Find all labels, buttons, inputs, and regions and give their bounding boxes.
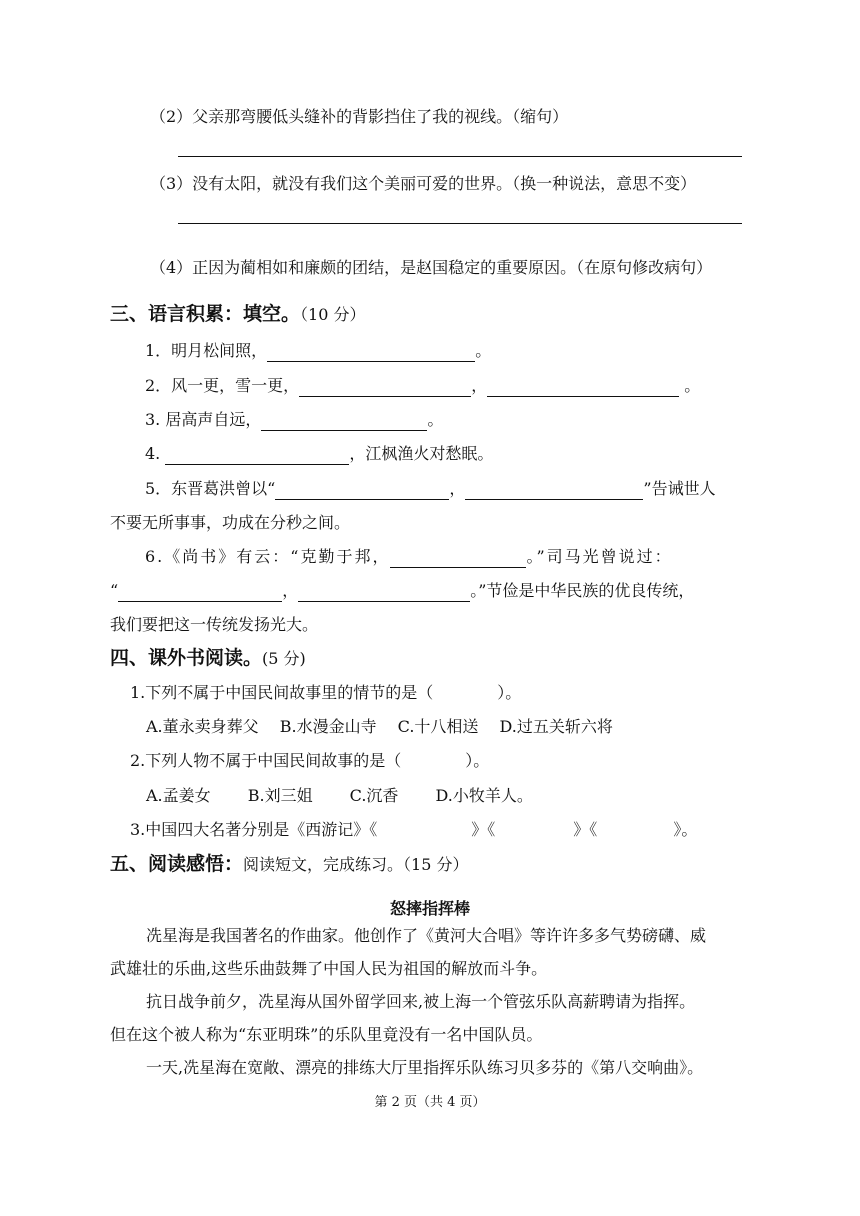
fill-item-4 bbox=[145, 443, 493, 465]
section-4-points: (5 分) bbox=[262, 649, 306, 668]
fill-text: ， bbox=[471, 376, 488, 395]
fill-text: 4. bbox=[145, 444, 166, 463]
answer-line[interactable] bbox=[178, 223, 742, 224]
fill-text: 5．东晋葛洪曾以“ bbox=[145, 479, 276, 498]
reading-question-2: 2.下列人物不属于中国民间故事的是（ ）。 bbox=[130, 751, 490, 770]
passage-para-2: 抗日战争前夕，冼星海从国外留学回来,被上海一个管弦乐队高薪聘请为指挥。 bbox=[146, 992, 696, 1011]
passage-para-1: 冼星海是我国著名的作曲家。他创作了《黄河大合唱》等许许多多气势磅礴、威 bbox=[146, 926, 707, 945]
passage-title: 怒摔指挥棒 bbox=[389, 899, 470, 918]
reading-question-1: 1.下列不属于中国民间故事里的情节的是（ ）。 bbox=[130, 683, 522, 702]
question-2-2: （2）父亲那弯腰低头缝补的背影挡住了我的视线。（缩句） bbox=[150, 107, 569, 126]
answer-line[interactable] bbox=[178, 156, 742, 157]
page-footer: 第 2 页（共 4 页） bbox=[374, 1095, 486, 1110]
fill-blank[interactable] bbox=[487, 378, 679, 397]
passage-para-2-cont: 但在这个被人称为“东亚明珠”的乐队里竟没有一名中国队员。 bbox=[110, 1025, 543, 1044]
fill-blank[interactable] bbox=[118, 583, 282, 602]
fill-text: ”告诫世人 bbox=[643, 479, 716, 498]
fill-item-6-end: 我们要把这一传统发扬光大。 bbox=[110, 615, 319, 634]
fill-blank[interactable] bbox=[465, 481, 643, 500]
section-3-points: （10 分） bbox=[300, 305, 366, 324]
fill-blank[interactable] bbox=[275, 481, 449, 500]
fill-text: 。”司马光曾说过： bbox=[526, 547, 673, 566]
reading-question-2-options: A.孟姜女 B.刘三姐 C.沉香 D.小牧羊人。 bbox=[146, 786, 533, 805]
section-4-title: 四、课外书阅读。 bbox=[110, 647, 263, 669]
fill-text: 》《 bbox=[573, 820, 598, 839]
passage-para-1-cont: 武雄壮的乐曲,这些乐曲鼓舞了中国人民为祖国的解放而斗争。 bbox=[110, 959, 548, 978]
fill-text: 。 bbox=[679, 376, 701, 395]
section-3-title: 三、语言积累：填空。 bbox=[110, 303, 301, 325]
fill-blank[interactable] bbox=[267, 343, 475, 362]
fill-text: “ bbox=[110, 581, 119, 600]
section-5-title: 五、阅读感悟： bbox=[110, 853, 244, 875]
fill-item-5-cont: 不要无所事事，功成在分秒之间。 bbox=[110, 513, 351, 532]
fill-blank[interactable] bbox=[390, 549, 526, 568]
fill-item-1 bbox=[145, 340, 491, 362]
fill-text: 。 bbox=[427, 410, 444, 429]
fill-blank[interactable] bbox=[165, 446, 349, 465]
fill-item-2 bbox=[145, 375, 700, 397]
fill-text: ， bbox=[282, 581, 299, 600]
fill-text: ，江枫渔火对愁眠。 bbox=[349, 444, 494, 463]
section-4-heading bbox=[110, 645, 306, 672]
fill-text: ， bbox=[449, 479, 466, 498]
reading-question-1-options: A.董永卖身葬父 B.水漫金山寺 C.十八相送 D.过五关斩六将 bbox=[146, 717, 613, 736]
fill-text: 。”节俭是中华民族的优良传统， bbox=[470, 581, 695, 600]
section-5-heading bbox=[110, 851, 468, 878]
fill-text: 1．明月松间照， bbox=[145, 341, 268, 360]
fill-item-6-cont bbox=[110, 580, 694, 602]
fill-blank[interactable] bbox=[299, 378, 471, 397]
fill-blank[interactable] bbox=[298, 583, 470, 602]
question-2-3: （3）没有太阳，就没有我们这个美丽可爱的世界。（换一种说法，意思不变） bbox=[150, 174, 697, 193]
fill-blank[interactable] bbox=[261, 412, 427, 431]
fill-item-5 bbox=[145, 478, 716, 500]
question-2-4: （4）正因为蔺相如和廉颇的团结，是赵国稳定的重要原因。（在原句修改病句） bbox=[150, 258, 713, 277]
fill-item-3 bbox=[145, 409, 443, 431]
section-5-instruction: 阅读短文，完成练习。（15 分） bbox=[243, 855, 469, 874]
fill-item-6 bbox=[145, 546, 673, 568]
fill-text: 。 bbox=[475, 341, 492, 360]
reading-question-3 bbox=[130, 819, 697, 841]
fill-text: 》《 bbox=[471, 820, 496, 839]
section-3-heading bbox=[110, 301, 365, 328]
fill-text: 2．风一更，雪一更， bbox=[145, 376, 300, 395]
fill-text: 》。 bbox=[673, 820, 698, 839]
fill-text: 3.中国四大名著分别是《西游记》《 bbox=[130, 820, 378, 839]
fill-text: 3. 居高声自远， bbox=[145, 410, 262, 429]
passage-para-3: 一天,冼星海在宽敞、漂亮的排练大厅里指挥乐队练习贝多芬的《第八交响曲》。 bbox=[146, 1058, 704, 1077]
fill-text: 6.《尚书》有云：“克勤于邦， bbox=[145, 547, 391, 566]
